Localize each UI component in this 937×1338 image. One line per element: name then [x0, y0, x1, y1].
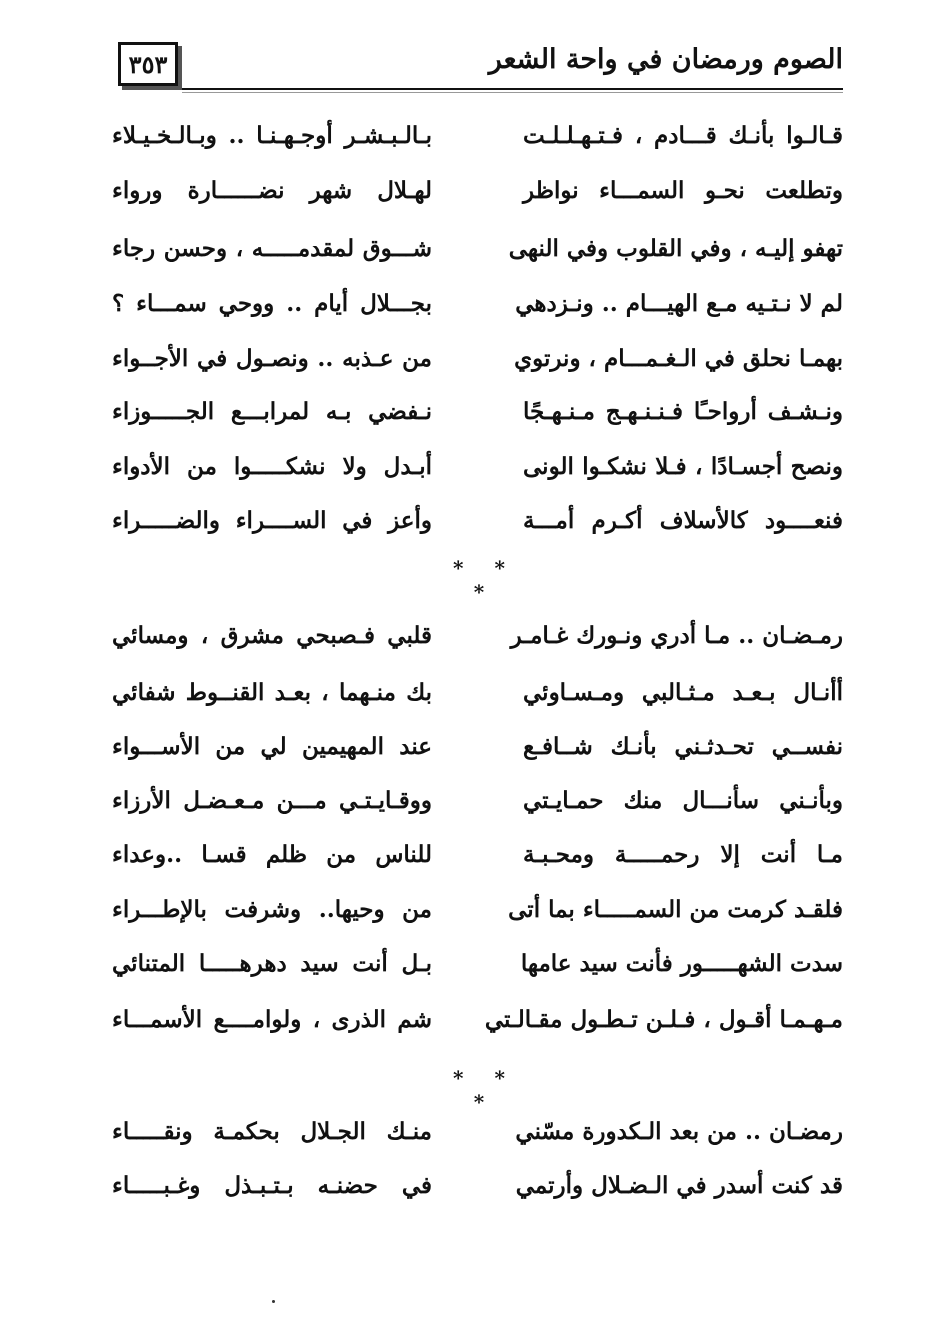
- verse-second-hemistich: أبـدل ولا نشكـــــوا من الأدواء: [112, 453, 432, 480]
- page-header: [118, 40, 843, 96]
- verse-first-hemistich: تهفو إليـه ، وفي القلوب وفي النهى: [508, 235, 843, 262]
- stanza-separator: * * *: [453, 1066, 517, 1114]
- verse-second-hemistich: شـــوق لمقدمـــــه ، وحسن رجاء: [112, 235, 432, 262]
- verse-first-hemistich: فنعــــود كالأسلاف أكـرم أمـــة: [523, 507, 843, 534]
- verse-first-hemistich: ونـشـف أرواحـًا فـنـنـهـج مـنـهـجًا: [523, 398, 843, 425]
- verse-second-hemistich: من وحيها.. وشرفت بالإطـــراء: [112, 896, 432, 923]
- verse-second-hemistich: بجـــلال أيام .. ووحي سمـــاء ؟: [112, 290, 432, 317]
- verse-first-hemistich: ونصح أجسـادًا ، فـلا نشكـوا الونى: [523, 453, 843, 480]
- verse-first-hemistich: أأنـال بـعـد مـثـالبي ومـسـاوئي: [523, 679, 843, 706]
- verse-second-hemistich: قلبي فـصبحي مشرق ، ومسائي: [112, 622, 432, 649]
- running-title: الصوم ورمضان في واحة الشعر: [488, 44, 843, 75]
- verse-first-hemistich: قد كنت أسدر في الـضـلال وأرتمي: [515, 1172, 843, 1199]
- verse-second-hemistich: وأعز في الســــراء والضـــــراء: [112, 507, 432, 534]
- verse-second-hemistich: لهـلال شهر نضــــــارة ورواء: [112, 177, 432, 204]
- verse-second-hemistich: للناس من ظلم قسـا ..وعداء: [112, 841, 432, 868]
- verse-first-hemistich: لم لا نـتـيه مـع الهيـــام .. ونـزدهي: [515, 290, 843, 317]
- verse-first-hemistich: رمضـان .. من بعد الـكدورة مسّني: [515, 1118, 843, 1145]
- verse-first-hemistich: نفســي تحـدثـني بأنـك شــافـع: [523, 733, 843, 760]
- verse-second-hemistich: بك منـهما ، بعـد القنــوط شفائي: [112, 679, 432, 706]
- stanza-separator: * * *: [453, 556, 517, 604]
- header-rule: [182, 88, 843, 93]
- verse-second-hemistich: شم الذرى ، ولوامــــع الأسمـــاء: [112, 1006, 432, 1033]
- verse-second-hemistich: منـك الجـلال بحكمـة ونقـــــاء: [112, 1118, 432, 1145]
- verse-second-hemistich: بـل أنت سيد دهرهـــــا المتنائي: [112, 950, 432, 977]
- verse-first-hemistich: قـالـوا بأنـك قـــادم ، فـتـهـلـلـت: [523, 122, 843, 149]
- verse-first-hemistich: وتطلعت نحـو السمـــاء نواظر: [523, 177, 843, 204]
- verse-first-hemistich: بهمـا نحلق في الـغـمـــام ، ونرتوي: [514, 345, 843, 372]
- page-number: ٣٥٣: [118, 42, 178, 86]
- verse-second-hemistich: نـفضي بـه لمرابـــع الجـــــوزاء: [112, 398, 432, 425]
- verse-second-hemistich: ووقـايـتـي مـــن مـعـضـل الأرزاء: [112, 787, 432, 814]
- verse-second-hemistich: من عـذبه .. ونصـول في الأجــواء: [112, 345, 432, 372]
- verse-first-hemistich: وبأنـني سأنـــال منك حمـايـتي: [523, 787, 843, 814]
- verse-second-hemistich: في حضنـه بـتـبـذل وغـبـــــاء: [112, 1172, 432, 1199]
- verse-first-hemistich: مـا أنت إلا رحمـــــة ومحـبـة: [523, 841, 843, 868]
- verse-second-hemistich: بـالـبـشـر أوجـهـنـا .. وبـالـخـيـلاء: [112, 122, 432, 149]
- print-speck: [272, 1300, 275, 1303]
- verse-second-hemistich: عند المهيمين لي من الأســـواء: [112, 733, 432, 760]
- verse-first-hemistich: فلقـد كرمت من السمـــــاء بما أتى: [508, 896, 843, 923]
- verse-first-hemistich: مـهـمـا أقـول ، فـلـن تـطـول مقـالـتي: [484, 1006, 843, 1033]
- verse-first-hemistich: رمـضـان .. مـا أدري ونـورك غـامـر: [510, 622, 843, 649]
- verse-first-hemistich: سدت الشهـــــور فأنت سيد عامها: [520, 950, 843, 977]
